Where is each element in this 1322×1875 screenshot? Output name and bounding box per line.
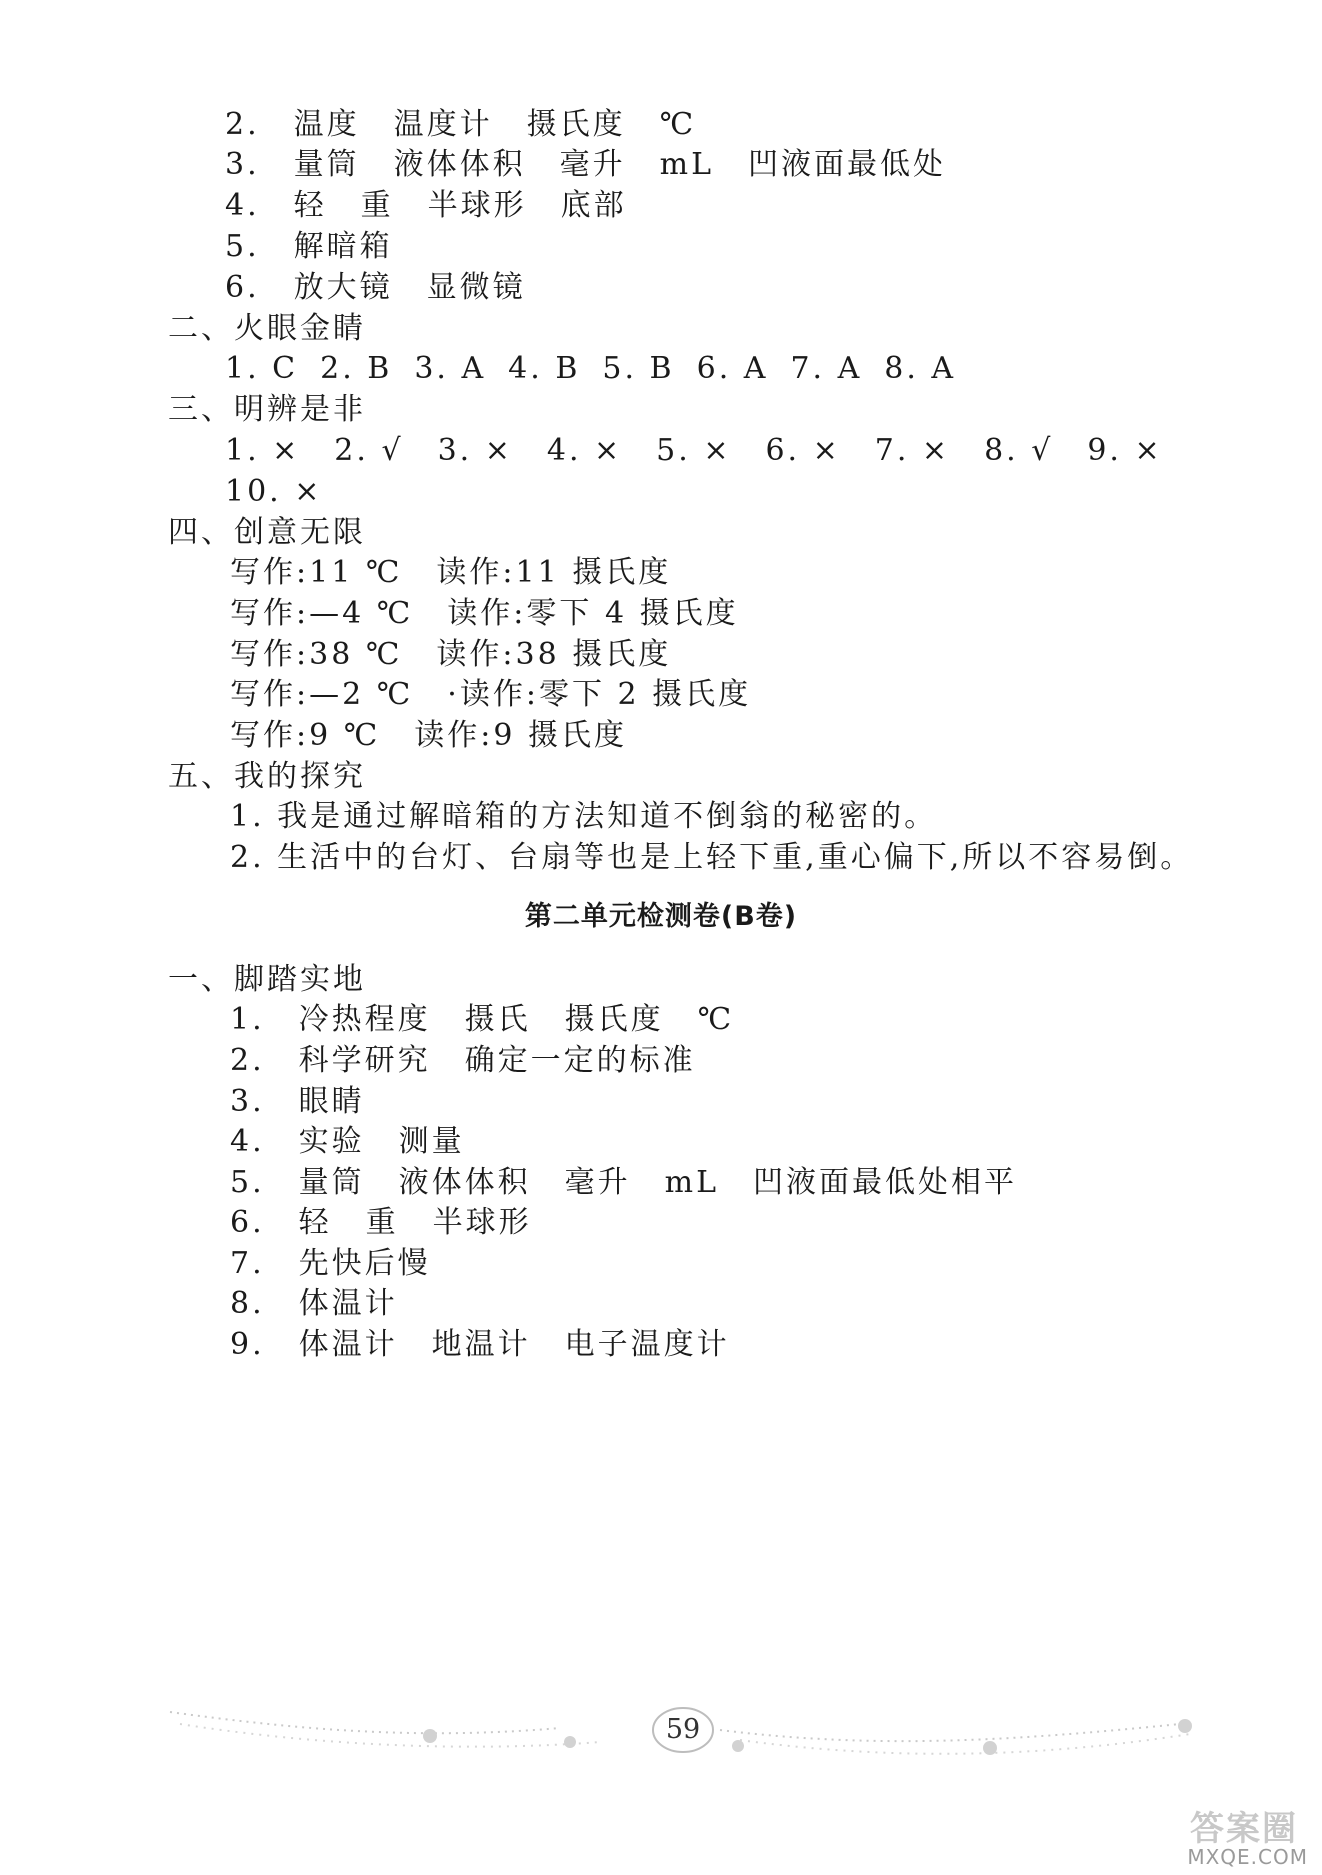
answer-item: 3. — [230, 1084, 265, 1119]
answer-item: 地温计 — [431, 1327, 531, 1362]
answer-item: 电子温度计 — [564, 1327, 730, 1362]
answer-item: 写作:—4 ℃ — [230, 596, 414, 631]
answer-item: 体温计 — [298, 1286, 398, 1321]
answer-item: 4. — [225, 188, 260, 223]
answer-item: 科学研究 — [298, 1043, 431, 1078]
answer-item: ℃ — [697, 1002, 735, 1037]
section-heading-3: 三、明辨是非 — [168, 392, 366, 427]
inquiry-answer-1: 1. 我是通过解暗箱的方法知道不倒翁的秘密的。 — [230, 799, 938, 834]
answer-item: 6. A — [696, 351, 769, 386]
answer-item: 量筒 — [293, 147, 360, 182]
answer-item: 半球形 — [432, 1205, 532, 1240]
answer-item: 1. C — [225, 351, 299, 386]
answer-item: 7. — [230, 1246, 265, 1281]
answer-item: 10. × — [225, 474, 323, 509]
answer-item: 8. A — [884, 351, 957, 386]
answer-item: 实验 — [298, 1124, 365, 1159]
answer-item: 2. B — [320, 351, 393, 386]
true-false-answers-row-1 — [225, 431, 1163, 471]
answer-item: mL — [659, 147, 714, 182]
answer-item: 9. × — [1087, 433, 1163, 468]
answer-item: 放大镜 — [293, 270, 393, 305]
answer-item: 2. — [230, 1043, 265, 1078]
answer-item: 重 — [365, 1205, 399, 1240]
answer-item: 轻 — [293, 188, 327, 223]
b-answer-line-8 — [230, 1284, 398, 1324]
watermark-logo: 答案圈 — [1190, 1809, 1298, 1849]
section-heading-4: 四、创意无限 — [168, 515, 366, 550]
answer-item: 1. — [230, 1002, 265, 1037]
answer-item: 底部 — [560, 188, 627, 223]
temperature-line-2 — [230, 594, 739, 634]
answer-item: 6. × — [765, 433, 841, 468]
answer-item: 测量 — [398, 1124, 465, 1159]
b-answer-line-5 — [230, 1163, 1017, 1203]
b-answer-line-4 — [230, 1122, 465, 1162]
answer-item: 3. A — [414, 351, 487, 386]
answer-item: 毫升 — [559, 147, 626, 182]
answer-item: 轻 — [298, 1205, 332, 1240]
answer-line-6 — [225, 268, 526, 308]
temperature-line-1 — [230, 553, 671, 593]
answer-item: 液体体积 — [393, 147, 526, 182]
answer-item: 7. A — [790, 351, 863, 386]
unit-title: 第二单元检测卷(B卷) — [524, 901, 798, 932]
answer-item: 6. — [225, 270, 260, 305]
answer-item: 写作:—2 ℃ — [230, 677, 414, 712]
answer-item: 量筒 — [298, 1165, 365, 1200]
answer-item: 读作:9 摄氏度 — [414, 718, 628, 753]
b-answer-line-2 — [230, 1041, 696, 1081]
answer-item: 5. — [225, 229, 260, 264]
answer-item: 先快后慢 — [298, 1246, 431, 1281]
answer-item: 1. × — [225, 433, 301, 468]
answer-item: 写作:38 ℃ — [230, 637, 403, 672]
answer-item: 3. — [225, 147, 260, 182]
answer-item: 4. — [230, 1124, 265, 1159]
answer-item: 9. — [230, 1327, 265, 1362]
answer-item: 读作:11 摄氏度 — [436, 555, 672, 590]
answer-item: 6. — [230, 1205, 265, 1240]
answer-line-2 — [225, 105, 696, 145]
watermark-url: MXQE.COM — [1187, 1845, 1308, 1869]
section-heading-1b: 一、脚踏实地 — [168, 962, 366, 997]
answer-item: 5. B — [602, 351, 675, 386]
answer-item: 眼睛 — [298, 1084, 365, 1119]
answer-item: 解暗箱 — [293, 229, 393, 264]
answer-item: 冷热程度 — [298, 1002, 431, 1037]
answer-item: 5. — [230, 1165, 265, 1200]
answer-item: 体温计 — [298, 1327, 398, 1362]
answer-item: 4. × — [546, 433, 623, 468]
answer-item: 重 — [360, 188, 394, 223]
answer-item: ·读作:零下 2 摄氏度 — [447, 677, 752, 712]
temperature-line-5 — [230, 716, 627, 756]
answer-item: 液体体积 — [398, 1165, 531, 1200]
answer-item: mL — [664, 1165, 719, 1200]
answer-item: 温度 — [293, 107, 360, 142]
b-answer-line-6 — [230, 1203, 532, 1243]
b-answer-line-3 — [230, 1082, 365, 1122]
answer-line-3 — [225, 145, 946, 185]
watermark — [1118, 1799, 1308, 1869]
answer-item: 摄氏度 — [526, 107, 626, 142]
temperature-line-3 — [230, 635, 671, 675]
answer-item: 8. — [230, 1286, 265, 1321]
answer-item: 摄氏度 — [564, 1002, 664, 1037]
answer-item: 温度计 — [393, 107, 493, 142]
answer-line-5 — [225, 227, 393, 267]
answer-item: 读作:零下 4 摄氏度 — [447, 596, 739, 631]
page-number: 59 — [665, 1714, 701, 1745]
answer-item: 8. √ — [984, 433, 1054, 468]
answer-item: 摄氏 — [464, 1002, 531, 1037]
answer-item: 2. — [225, 107, 260, 142]
answer-item: 3. × — [437, 433, 513, 468]
answer-item: 读作:38 摄氏度 — [436, 637, 672, 672]
answer-item: 4. B — [508, 351, 581, 386]
b-answer-line-9 — [230, 1325, 730, 1365]
answer-item: ℃ — [659, 107, 697, 142]
section-heading-5: 五、我的探究 — [168, 759, 366, 794]
answer-item: 半球形 — [427, 188, 527, 223]
section-heading-2: 二、火眼金睛 — [168, 311, 366, 346]
b-answer-line-7 — [230, 1244, 431, 1284]
answer-item: 写作:9 ℃ — [230, 718, 381, 753]
answer-item: 确定一定的标准 — [464, 1043, 696, 1078]
answer-item: 凹液面最低处 — [748, 147, 946, 182]
temperature-line-4 — [230, 675, 751, 715]
answer-item: 毫升 — [564, 1165, 631, 1200]
inquiry-answer-2: 2. 生活中的台灯、台扇等也是上轻下重,重心偏下,所以不容易倒。 — [230, 840, 1194, 875]
answer-item: 2. √ — [334, 433, 404, 468]
answer-item: 显微镜 — [426, 270, 526, 305]
answer-item: 凹液面最低处相平 — [753, 1165, 1017, 1200]
answer-item: 写作:11 ℃ — [230, 555, 403, 590]
true-false-answers-row-2 — [225, 472, 322, 512]
answer-item: 7. × — [874, 433, 951, 468]
answer-item: 5. × — [656, 433, 732, 468]
multiple-choice-answers — [225, 349, 956, 389]
b-answer-line-1 — [230, 1000, 734, 1040]
answer-line-4 — [225, 186, 627, 226]
